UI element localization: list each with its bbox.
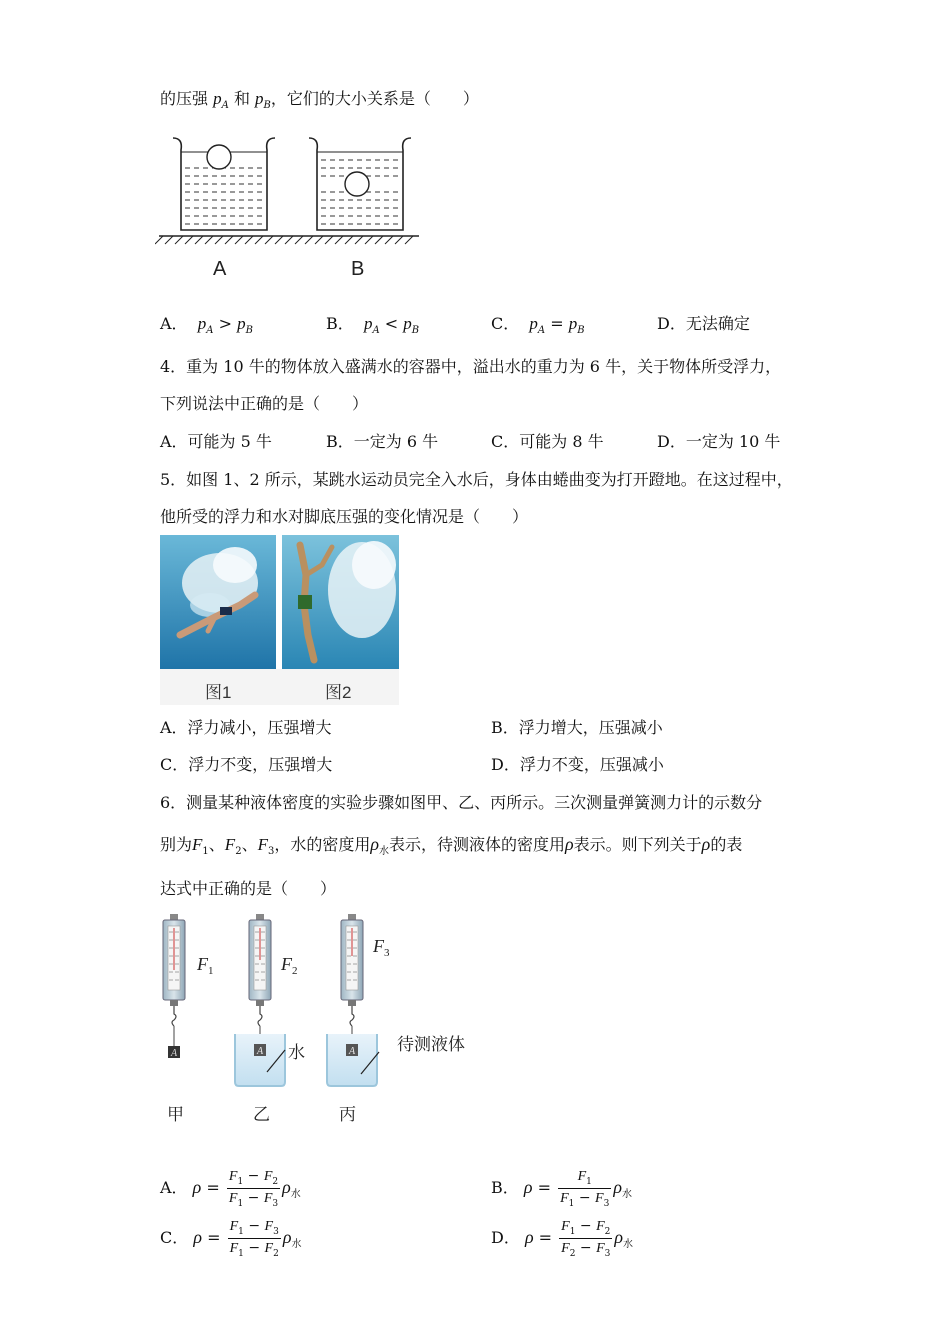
- spring-scale-3: [327, 914, 379, 1086]
- caption-jia: 甲: [167, 1105, 184, 1125]
- q3-option-b[interactable]: B． $p_A < p_B$: [326, 314, 420, 337]
- q6-option-d[interactable]: D． ρ = $\frac{F_1 - F_2}{F_2 - F_3}$ $\rho_水$: [491, 1218, 634, 1259]
- q4-option-a[interactable]: A．可能为 5 牛: [160, 432, 272, 451]
- q5-stem-line1: 5．如图 1、2 所示，某跳水运动员完全入水后，身体由蜷曲变为打开蹬地。在这过程中，: [160, 470, 793, 489]
- q5-option-b[interactable]: B．浮力增大，压强减小: [491, 718, 663, 737]
- q4-stem-line2: 下列说法中正确的是（ ）: [160, 394, 369, 413]
- q5-option-a[interactable]: A．浮力减小，压强增大: [160, 718, 332, 737]
- block-label-1: A: [171, 1048, 178, 1059]
- q4-option-d[interactable]: D．一定为 10 牛: [657, 432, 781, 451]
- q6-stem-line1: 6．测量某种液体密度的实验步骤如图甲、乙、丙所示。三次测量弹簧测力计的示数分: [160, 793, 763, 812]
- q4-option-c[interactable]: C．可能为 8 牛: [491, 432, 604, 451]
- q5-stem-line2: 他所受的浮力和水对脚底压强的变化情况是（ ）: [160, 507, 529, 526]
- q6-option-a[interactable]: A． ρ = $\frac{F_1 - F_2}{F_1 - F_3}$ $\rho_水$: [160, 1168, 301, 1209]
- fraction-d: $\frac{F_1 - F_2}{F_2 - F_3}$: [561, 1218, 611, 1259]
- q6-option-b[interactable]: B． ρ = $\frac{F_1}{F_1 - F_3}$ $\rho_水$: [491, 1169, 632, 1209]
- label-f3-sub: 3: [384, 947, 390, 959]
- beaker-a: [173, 138, 275, 230]
- caption-yi: 乙: [253, 1105, 270, 1125]
- q3-option-d[interactable]: D．无法确定: [657, 314, 750, 333]
- q3-beaker-figure: [155, 130, 425, 280]
- fraction-c: $\frac{F_1 - F_3}{F_1 - F_2}$: [229, 1218, 279, 1259]
- q3-intro: 的压强 $p_A$ 和 $p_B$，它们的大小关系是（ ）: [160, 89, 479, 112]
- beaker-b-label: B: [351, 258, 365, 280]
- q6-spring-scale-figure: [155, 910, 485, 1130]
- label-f3: F: [373, 936, 384, 956]
- fig2-caption: 图2: [325, 683, 352, 702]
- ground-hatch: [155, 236, 413, 244]
- diver-photo-2: [282, 535, 399, 669]
- beaker-a-label: A: [213, 258, 227, 280]
- label-f2-sub: 2: [292, 965, 298, 977]
- q3-option-c[interactable]: C． $p_A = p_B$: [491, 314, 585, 337]
- spring-scale-1: [163, 914, 185, 1059]
- q3-option-a[interactable]: A． $p_A > p_B$: [160, 314, 253, 337]
- q6-option-c[interactable]: C． ρ = $\frac{F_1 - F_3}{F_1 - F_2}$ $\rho_水$: [160, 1218, 302, 1259]
- fraction-a: $\frac{F_1 - F_2}{F_1 - F_3}$: [228, 1168, 279, 1209]
- q6-stem-line3: 达式中正确的是（ ）: [160, 879, 337, 898]
- caption-bing: 丙: [339, 1105, 356, 1125]
- label-f2: F: [281, 954, 292, 974]
- block-label-3: A: [349, 1046, 356, 1057]
- beaker-b: [309, 138, 411, 230]
- diver-caption-bar: [160, 669, 399, 705]
- q4-option-b[interactable]: B．一定为 6 牛: [326, 432, 439, 451]
- q5-option-d[interactable]: D．浮力不变，压强减小: [491, 755, 664, 774]
- diver-photo-1: [160, 535, 276, 669]
- label-f1-sub: 1: [208, 965, 214, 977]
- label-test-liquid: 待测液体: [397, 1035, 465, 1055]
- q5-option-c[interactable]: C．浮力不变，压强增大: [160, 755, 333, 774]
- block-label-2: A: [257, 1046, 264, 1057]
- spring-scale-2: [235, 914, 285, 1086]
- fraction-b: $\frac{F_1}{F_1 - F_3}$: [560, 1169, 610, 1209]
- label-f1: F: [197, 954, 208, 974]
- fig1-caption: 图1: [205, 683, 232, 702]
- label-water: 水: [288, 1043, 305, 1063]
- q6-stem-line2: 别为$F_1$、$F_2$、$F_3$，水的密度用$\rho_水$表示，待测液体的密度用ρ表示。则下列关于ρ的表: [160, 834, 743, 858]
- q4-stem-line1: 4．重为 10 牛的物体放入盛满水的容器中，溢出水的重力为 6 牛，关于物体所受浮力，: [160, 357, 782, 376]
